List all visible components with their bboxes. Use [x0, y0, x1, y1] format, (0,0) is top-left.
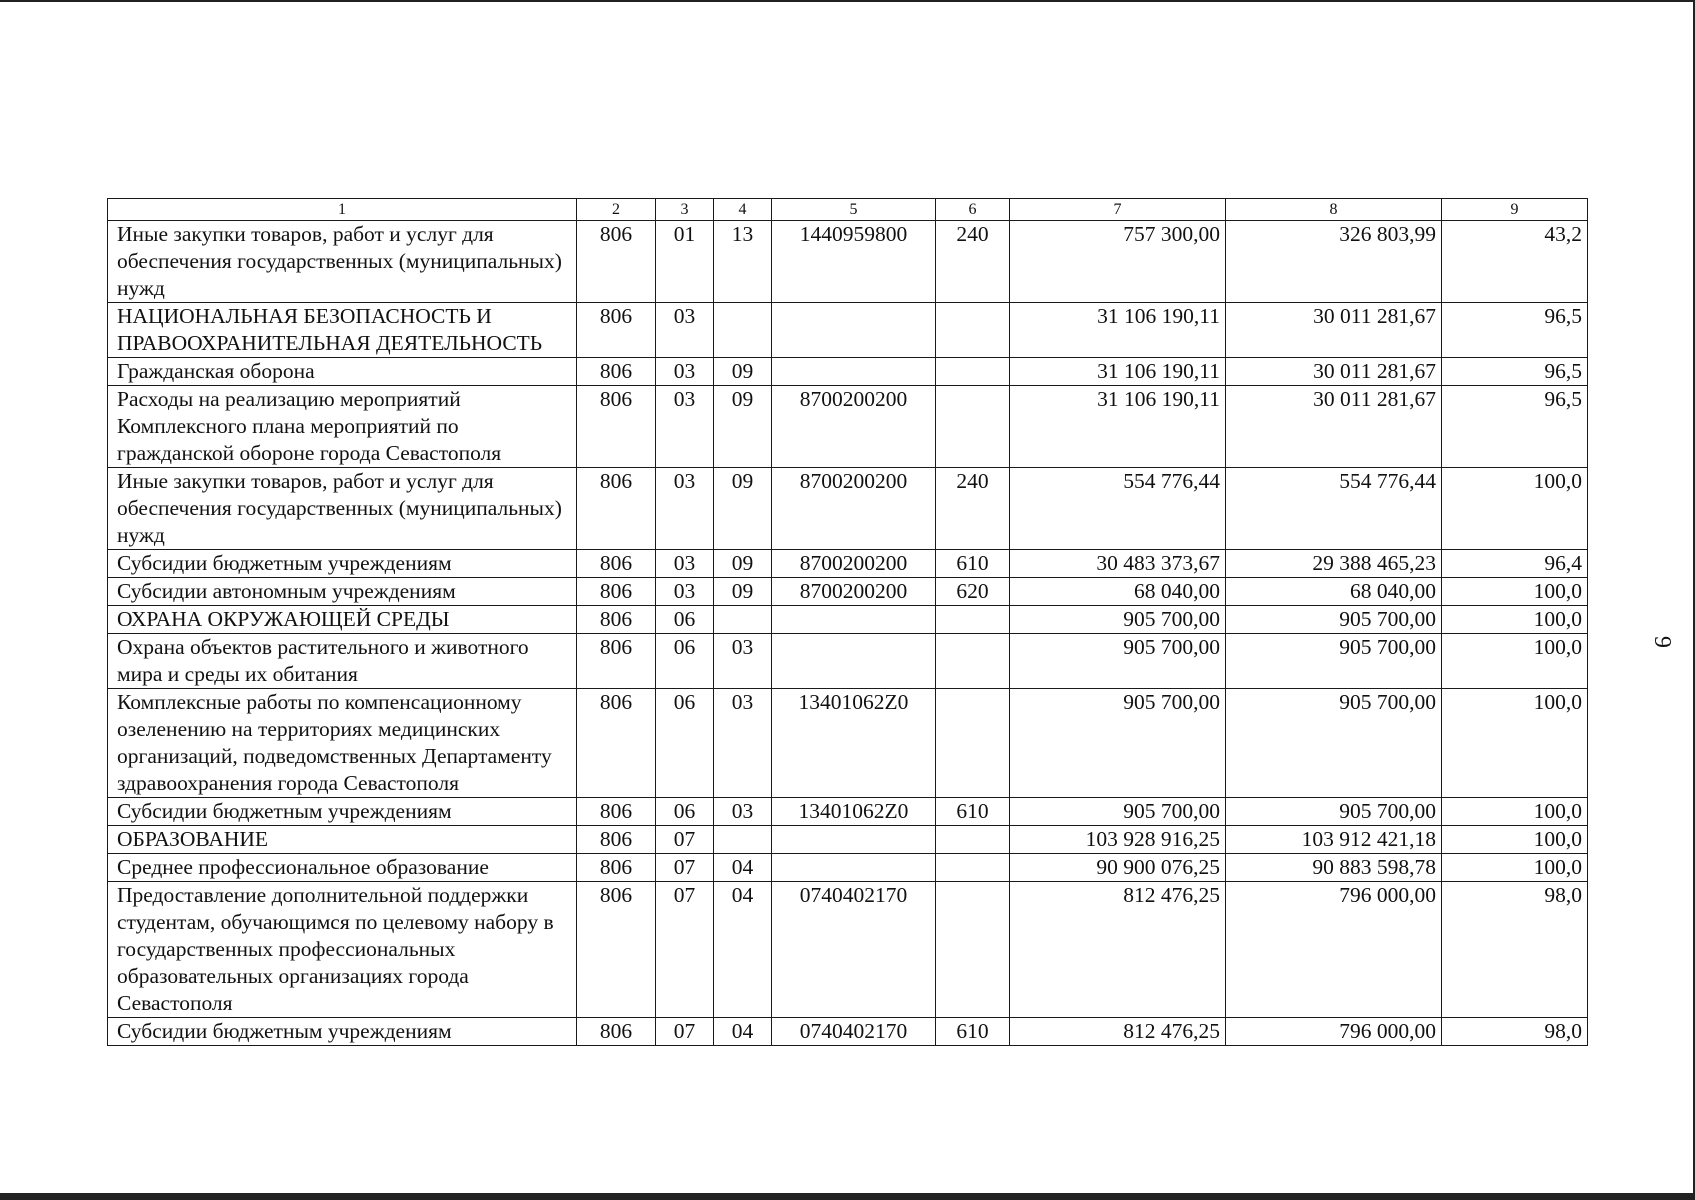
actual-amount: 796 000,00: [1226, 1018, 1442, 1046]
section-code: 03: [656, 303, 714, 358]
expense-type-code: [936, 303, 1010, 358]
column-number: 8: [1226, 199, 1442, 221]
admin-code: 806: [577, 826, 656, 854]
admin-code: 806: [577, 854, 656, 882]
expense-type-code: [936, 606, 1010, 634]
section-code: 07: [656, 882, 714, 1018]
section-code: 07: [656, 854, 714, 882]
subsection-code: 09: [714, 550, 772, 578]
execution-percent: 100,0: [1442, 578, 1588, 606]
expense-type-code: [936, 386, 1010, 468]
table-row: [108, 468, 1588, 550]
expense-type-code: 240: [936, 221, 1010, 303]
target-article-code: 13401062Z0: [772, 798, 936, 826]
expense-type-code: 610: [936, 550, 1010, 578]
subsection-code: [714, 826, 772, 854]
column-number: 6: [936, 199, 1010, 221]
column-number: 2: [577, 199, 656, 221]
admin-code: 806: [577, 882, 656, 1018]
planned-amount: 905 700,00: [1010, 606, 1226, 634]
expense-type-code: [936, 854, 1010, 882]
table-row: [108, 550, 1588, 578]
row-name: Иные закупки товаров, работ и услуг для обеспечения государственных (муниципальных) нужд: [108, 221, 577, 303]
actual-amount: 905 700,00: [1226, 634, 1442, 689]
expense-type-code: 610: [936, 1018, 1010, 1046]
column-number: 7: [1010, 199, 1226, 221]
row-name: НАЦИОНАЛЬНАЯ БЕЗОПАСНОСТЬ И ПРАВООХРАНИТЕЛЬНАЯ ДЕЯТЕЛЬНОСТЬ: [108, 303, 577, 358]
table-row: [108, 826, 1588, 854]
column-number: 4: [714, 199, 772, 221]
row-name: Предоставление дополнительной поддержки студентам, обучающимся по целевому набору в государственных профессиональных образовательных организациях города Севастополя: [108, 882, 577, 1018]
expense-type-code: 240: [936, 468, 1010, 550]
admin-code: 806: [577, 689, 656, 798]
target-article-code: 8700200200: [772, 578, 936, 606]
execution-percent: 100,0: [1442, 606, 1588, 634]
admin-code: 806: [577, 606, 656, 634]
section-code: 03: [656, 358, 714, 386]
subsection-code: 03: [714, 689, 772, 798]
expense-type-code: [936, 882, 1010, 1018]
planned-amount: 31 106 190,11: [1010, 303, 1226, 358]
page-number: 9: [1649, 636, 1675, 648]
admin-code: 806: [577, 221, 656, 303]
subsection-code: 09: [714, 578, 772, 606]
actual-amount: 905 700,00: [1226, 606, 1442, 634]
target-article-code: [772, 634, 936, 689]
target-article-code: [772, 854, 936, 882]
subsection-code: 04: [714, 1018, 772, 1046]
execution-percent: 100,0: [1442, 468, 1588, 550]
table-row: [108, 1018, 1588, 1046]
subsection-code: [714, 606, 772, 634]
execution-percent: 100,0: [1442, 634, 1588, 689]
expense-type-code: [936, 826, 1010, 854]
planned-amount: 68 040,00: [1010, 578, 1226, 606]
expense-type-code: [936, 634, 1010, 689]
execution-percent: 100,0: [1442, 798, 1588, 826]
target-article-code: 8700200200: [772, 550, 936, 578]
section-code: 03: [656, 550, 714, 578]
subsection-code: 09: [714, 358, 772, 386]
row-name: Расходы на реализацию мероприятий Комплексного плана мероприятий по гражданской обороне города Севастополя: [108, 386, 577, 468]
row-name: Охрана объектов растительного и животного мира и среды их обитания: [108, 634, 577, 689]
section-code: 07: [656, 1018, 714, 1046]
admin-code: 806: [577, 634, 656, 689]
table-row: [108, 882, 1588, 1018]
execution-percent: 98,0: [1442, 1018, 1588, 1046]
section-code: 07: [656, 826, 714, 854]
planned-amount: 812 476,25: [1010, 882, 1226, 1018]
actual-amount: 30 011 281,67: [1226, 303, 1442, 358]
row-name: Иные закупки товаров, работ и услуг для обеспечения государственных (муниципальных) нужд: [108, 468, 577, 550]
execution-percent: 100,0: [1442, 854, 1588, 882]
planned-amount: 103 928 916,25: [1010, 826, 1226, 854]
actual-amount: 30 011 281,67: [1226, 386, 1442, 468]
row-name: Субсидии бюджетным учреждениям: [108, 798, 577, 826]
table-row: [108, 221, 1588, 303]
actual-amount: 905 700,00: [1226, 689, 1442, 798]
target-article-code: [772, 358, 936, 386]
execution-percent: 96,5: [1442, 303, 1588, 358]
target-article-code: 8700200200: [772, 386, 936, 468]
planned-amount: 30 483 373,67: [1010, 550, 1226, 578]
admin-code: 806: [577, 386, 656, 468]
target-article-code: [772, 606, 936, 634]
planned-amount: 31 106 190,11: [1010, 386, 1226, 468]
table-row: [108, 634, 1588, 689]
row-name: Субсидии автономным учреждениям: [108, 578, 577, 606]
row-name: Субсидии бюджетным учреждениям: [108, 550, 577, 578]
target-article-code: 8700200200: [772, 468, 936, 550]
actual-amount: 68 040,00: [1226, 578, 1442, 606]
actual-amount: 90 883 598,78: [1226, 854, 1442, 882]
admin-code: 806: [577, 468, 656, 550]
execution-percent: 96,5: [1442, 358, 1588, 386]
actual-amount: 796 000,00: [1226, 882, 1442, 1018]
table-row: [108, 798, 1588, 826]
target-article-code: 0740402170: [772, 1018, 936, 1046]
section-code: 06: [656, 798, 714, 826]
expense-type-code: [936, 358, 1010, 386]
section-code: 03: [656, 386, 714, 468]
target-article-code: [772, 826, 936, 854]
execution-percent: 100,0: [1442, 826, 1588, 854]
actual-amount: 29 388 465,23: [1226, 550, 1442, 578]
expense-type-code: [936, 689, 1010, 798]
target-article-code: 1440959800: [772, 221, 936, 303]
subsection-code: 09: [714, 468, 772, 550]
planned-amount: 757 300,00: [1010, 221, 1226, 303]
admin-code: 806: [577, 1018, 656, 1046]
execution-percent: 96,4: [1442, 550, 1588, 578]
admin-code: 806: [577, 578, 656, 606]
execution-percent: 100,0: [1442, 689, 1588, 798]
budget-table: [107, 198, 1588, 1046]
planned-amount: 905 700,00: [1010, 634, 1226, 689]
section-code: 06: [656, 606, 714, 634]
section-code: 06: [656, 689, 714, 798]
table-row: [108, 358, 1588, 386]
row-name: Субсидии бюджетным учреждениям: [108, 1018, 577, 1046]
actual-amount: 30 011 281,67: [1226, 358, 1442, 386]
column-number: 9: [1442, 199, 1588, 221]
planned-amount: 554 776,44: [1010, 468, 1226, 550]
column-number: 1: [108, 199, 577, 221]
section-code: 03: [656, 468, 714, 550]
column-number-row: [108, 199, 1588, 221]
expense-type-code: 620: [936, 578, 1010, 606]
table-row: [108, 578, 1588, 606]
planned-amount: 812 476,25: [1010, 1018, 1226, 1046]
planned-amount: 31 106 190,11: [1010, 358, 1226, 386]
planned-amount: 90 900 076,25: [1010, 854, 1226, 882]
table-row: [108, 386, 1588, 468]
subsection-code: [714, 303, 772, 358]
actual-amount: 103 912 421,18: [1226, 826, 1442, 854]
execution-percent: 98,0: [1442, 882, 1588, 1018]
row-name: ОХРАНА ОКРУЖАЮЩЕЙ СРЕДЫ: [108, 606, 577, 634]
subsection-code: 04: [714, 854, 772, 882]
planned-amount: 905 700,00: [1010, 798, 1226, 826]
table-row: [108, 689, 1588, 798]
execution-percent: 96,5: [1442, 386, 1588, 468]
section-code: 06: [656, 634, 714, 689]
section-code: 01: [656, 221, 714, 303]
subsection-code: 03: [714, 634, 772, 689]
table-row: [108, 606, 1588, 634]
target-article-code: [772, 303, 936, 358]
scan-edge-bottom: [0, 1193, 1695, 1200]
actual-amount: 326 803,99: [1226, 221, 1442, 303]
target-article-code: 13401062Z0: [772, 689, 936, 798]
table-row: [108, 303, 1588, 358]
row-name: Среднее профессиональное образование: [108, 854, 577, 882]
scan-edge-top: [0, 0, 1695, 2]
column-number: 5: [772, 199, 936, 221]
subsection-code: 09: [714, 386, 772, 468]
actual-amount: 905 700,00: [1226, 798, 1442, 826]
admin-code: 806: [577, 358, 656, 386]
row-name: Комплексные работы по компенсационному озеленению на территориях медицинских организаций, подведомственных Департаменту здравоохранения города Севастополя: [108, 689, 577, 798]
section-code: 03: [656, 578, 714, 606]
row-name: ОБРАЗОВАНИЕ: [108, 826, 577, 854]
admin-code: 806: [577, 303, 656, 358]
planned-amount: 905 700,00: [1010, 689, 1226, 798]
subsection-code: 04: [714, 882, 772, 1018]
admin-code: 806: [577, 550, 656, 578]
execution-percent: 43,2: [1442, 221, 1588, 303]
actual-amount: 554 776,44: [1226, 468, 1442, 550]
column-number: 3: [656, 199, 714, 221]
subsection-code: 03: [714, 798, 772, 826]
expense-type-code: 610: [936, 798, 1010, 826]
table-body: [108, 221, 1588, 1046]
table-row: [108, 854, 1588, 882]
target-article-code: 0740402170: [772, 882, 936, 1018]
row-name: Гражданская оборона: [108, 358, 577, 386]
subsection-code: 13: [714, 221, 772, 303]
admin-code: 806: [577, 798, 656, 826]
